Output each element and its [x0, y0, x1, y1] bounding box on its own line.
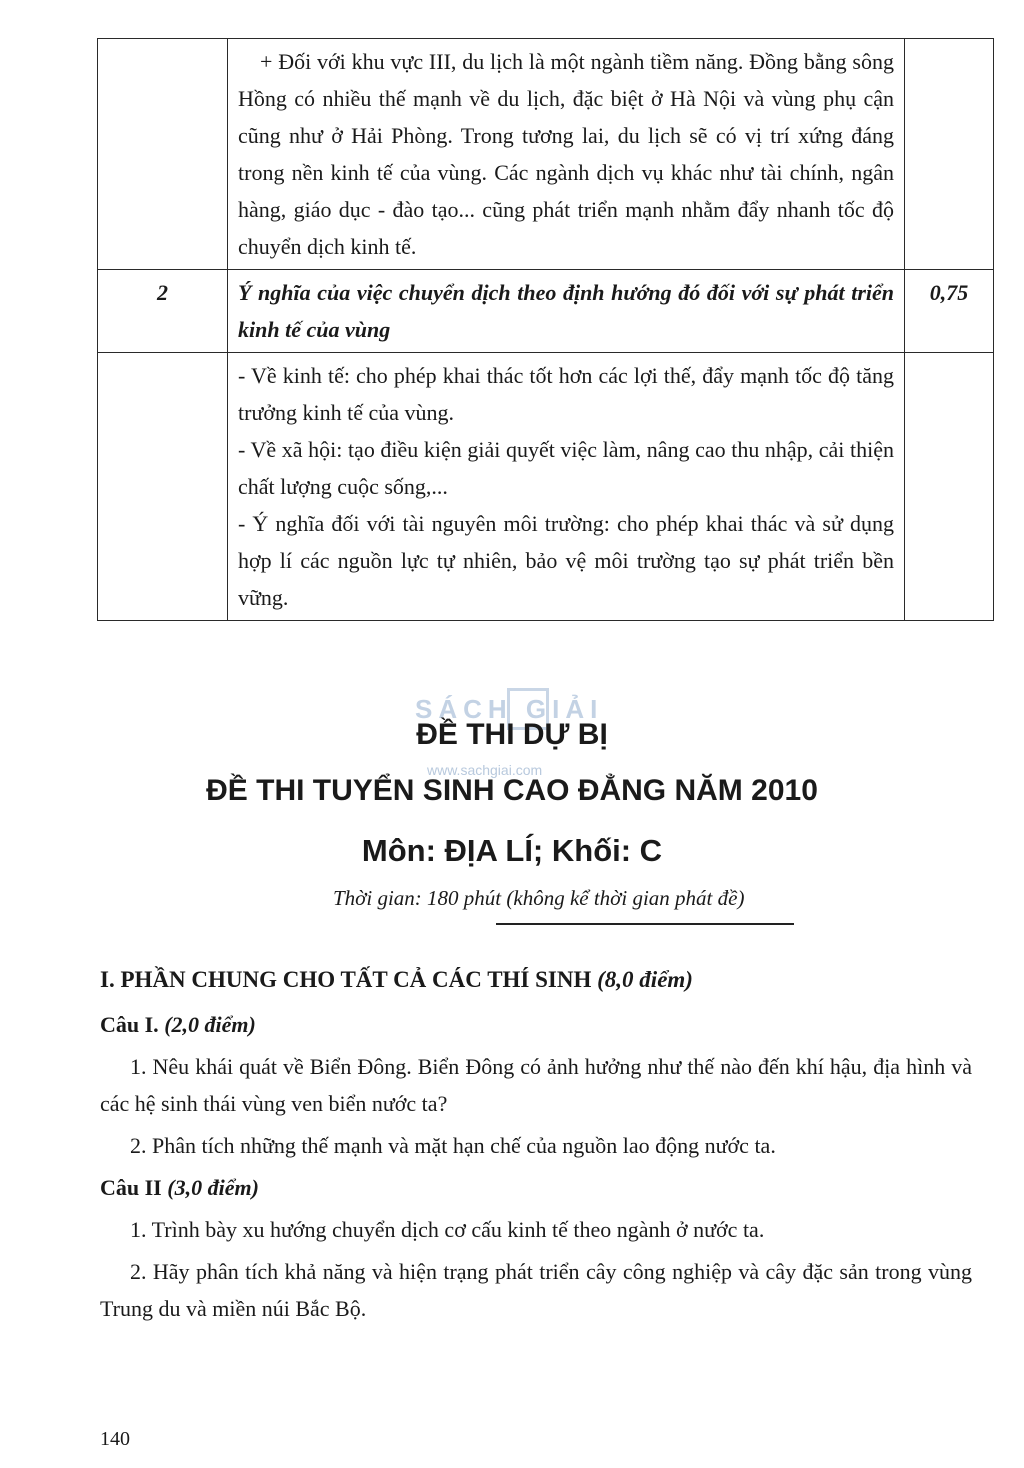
row-number-cell	[98, 39, 228, 270]
question-2-label: Câu II	[100, 1175, 162, 1200]
row-heading-text: Ý nghĩa của việc chuyển dịch theo định hướng đó đối với sự phát triển kinh tế của vùng	[228, 270, 905, 353]
question-2-title	[100, 1175, 259, 1201]
row-score-cell: 0,75	[905, 270, 994, 353]
exam-title: ĐỀ THI TUYỂN SINH CAO ĐẲNG NĂM 2010	[206, 774, 818, 807]
row-content-cell	[228, 353, 905, 621]
exam-time: Thời gian: 180 phút (không kể thời gian phát đề)	[333, 886, 745, 910]
exam-subject: Môn: ĐỊA LÍ; Khối: C	[361, 833, 663, 868]
watermark-url: www.sachgiai.com	[427, 762, 543, 778]
answer-table	[97, 38, 994, 621]
question-2-points: (3,0 điểm)	[167, 1175, 259, 1200]
question-1-label: Câu I.	[100, 1012, 159, 1037]
page-number: 140	[100, 1428, 130, 1450]
list-item: - Về xã hội: tạo điều kiện giải quyết việc làm, nâng cao thu nhập, cải thiện chất lượng cuộc sống,...	[238, 437, 894, 499]
divider	[496, 923, 794, 925]
row-number-cell	[98, 353, 228, 621]
row-score-cell	[905, 353, 994, 621]
question-1-item-2: 2. Phân tích những thế mạnh và mặt hạn chế của nguồn lao động nước ta.	[130, 1133, 776, 1158]
row-content-cell	[228, 39, 905, 270]
exam-title-reserve: ĐỀ THI DỰ BỊ	[416, 718, 608, 751]
watermark-text: SÁCH GIẢI	[415, 694, 604, 724]
question-1-item-1: 1. Nêu khái quát về Biển Đông. Biển Đông có ảnh hưởng như thế nào đến khí hậu, địa hình và các hệ sinh thái vùng ven biển nước ta?	[100, 1054, 972, 1116]
question-2-item-1: 1. Trình bày xu hướng chuyển dịch cơ cấu kinh tế theo ngành ở nước ta.	[130, 1217, 765, 1242]
list-item: - Về kinh tế: cho phép khai thác tốt hơn các lợi thế, đẩy mạnh tốc độ tăng trưởng kinh tế của vùng.	[238, 363, 894, 425]
question-1-title	[100, 1012, 256, 1038]
section-points: (8,0 điểm)	[597, 967, 693, 992]
row-number-cell: 2	[98, 270, 228, 353]
table-row	[98, 353, 994, 621]
table-row	[98, 39, 994, 270]
question-2-item-2: 2. Hãy phân tích khả năng và hiện trạng phát triển cây công nghiệp và cây đặc sản trong vùng Trung du và miền núi Bắc Bộ.	[100, 1259, 972, 1321]
table-row	[98, 270, 994, 353]
section-title-text: I. PHẦN CHUNG CHO TẤT CẢ CÁC THÍ SINH	[100, 967, 592, 992]
list-item: - Ý nghĩa đối với tài nguyên môi trường: cho phép khai thác và sử dụng hợp lí các nguồn lực tự nhiên, bảo vệ môi trường tạo sự phát triển bền vững.	[238, 511, 894, 610]
section-title	[100, 967, 693, 993]
row-content-text: + Đối với khu vực III, du lịch là một ngành tiềm năng. Đồng bằng sông Hồng có nhiều thế mạnh về du lịch, đặc biệt ở Hà Nội và vùng phụ cận cũng như ở Hải Phòng. Trong tương lai, du lịch sẽ có vị trí xứng đáng trong nền kinh tế của vùng. Các ngành dịch vụ khác như tài chính, ngân hàng, giáo dục - đào tạo... cũng phát triển mạnh nhằm đẩy nhanh tốc độ chuyển dịch kinh tế.	[238, 49, 894, 259]
question-1-points: (2,0 điểm)	[164, 1012, 256, 1037]
row-score-cell	[905, 39, 994, 270]
